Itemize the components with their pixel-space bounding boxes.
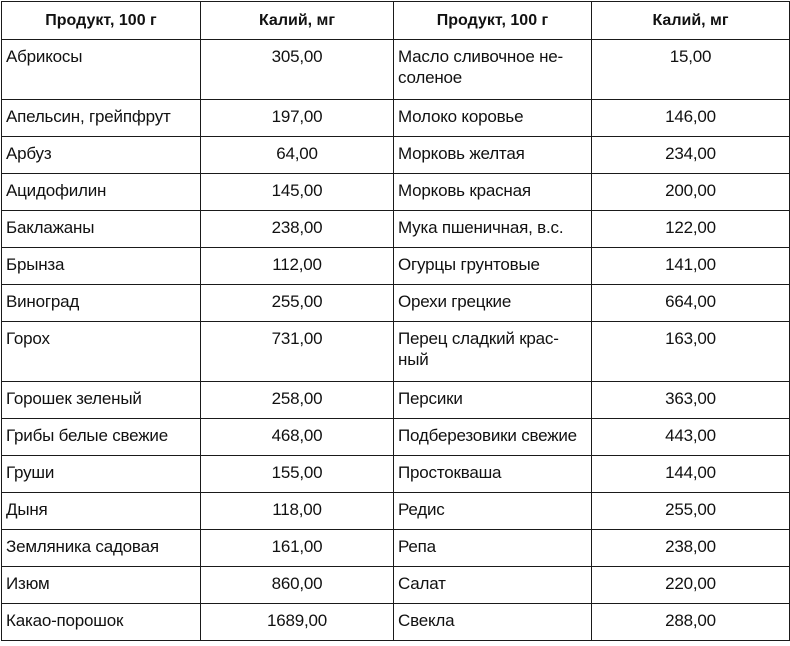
product-name-left-cell (2, 456, 201, 493)
product-name-left: Арбуз (6, 144, 52, 163)
product-name-right: Орехи грецкие (398, 292, 512, 311)
potassium-value-right-cell (592, 322, 790, 382)
table-row (2, 567, 790, 604)
potassium-value-right: 15,00 (669, 47, 712, 66)
table-row (2, 382, 790, 419)
table-row (2, 174, 790, 211)
potassium-value-right: 288,00 (665, 611, 716, 630)
product-name-left-cell (2, 40, 201, 100)
product-name-left: Грибы белые свежие (6, 426, 168, 445)
table-row (2, 456, 790, 493)
product-name-left-cell (2, 100, 201, 137)
potassium-value-right: 238,00 (665, 537, 716, 556)
potassium-value-left: 255,00 (271, 292, 323, 311)
product-name-right-cell (394, 285, 592, 322)
potassium-value-right-cell (592, 604, 790, 641)
table-body (2, 40, 790, 641)
product-name-left: Какао-порошок (6, 611, 124, 630)
product-name-right-cell (394, 604, 592, 641)
header-product-right: Продукт, 100 г (394, 2, 592, 40)
product-name-right: Персики (398, 389, 463, 408)
table-row (2, 211, 790, 248)
product-name-right-cell (394, 137, 592, 174)
table-row (2, 530, 790, 567)
table-row (2, 493, 790, 530)
table-row (2, 137, 790, 174)
potassium-value-left-cell (201, 530, 394, 567)
product-name-left: Баклажаны (6, 218, 95, 237)
potassium-value-right-cell (592, 100, 790, 137)
table-row (2, 40, 790, 100)
product-name-left-cell (2, 567, 201, 604)
potassium-value-left: 64,00 (276, 144, 318, 163)
potassium-value-left: 197,00 (271, 107, 323, 126)
potassium-value-right-cell (592, 248, 790, 285)
product-name-left: Ацидофилин (6, 181, 107, 200)
table-row (2, 419, 790, 456)
product-name-left: Виноград (6, 292, 80, 311)
potassium-value-right: 144,00 (665, 463, 716, 482)
potassium-value-left: 258,00 (271, 389, 323, 408)
potassium-value-left: 860,00 (271, 574, 323, 593)
product-name-right-cell (394, 419, 592, 456)
product-name-left-cell (2, 493, 201, 530)
potassium-value-right: 146,00 (665, 107, 716, 126)
product-name-left: Абрикосы (6, 47, 83, 66)
product-name-left: Горошек зеленый (6, 389, 142, 408)
potassium-value-left: 161,00 (271, 537, 323, 556)
potassium-value-right-cell (592, 419, 790, 456)
potassium-value-left: 145,00 (271, 181, 323, 200)
product-name-right: Редис (398, 500, 445, 519)
product-name-right: Огурцы грунтовые (398, 255, 540, 274)
potassium-value-right-cell (592, 211, 790, 248)
product-name-right: Масло сливочное не- соленое (398, 47, 564, 87)
potassium-value-left: 112,00 (272, 255, 322, 274)
potassium-value-left-cell (201, 211, 394, 248)
potassium-value-left-cell (201, 100, 394, 137)
product-name-right: Салат (398, 574, 446, 593)
potassium-value-right: 234,00 (665, 144, 716, 163)
potassium-value-left-cell (201, 248, 394, 285)
potassium-value-right-cell (592, 456, 790, 493)
potassium-value-right: 141,00 (665, 255, 716, 274)
potassium-value-left-cell (201, 322, 394, 382)
header-potassium-right: Калий, мг (592, 2, 790, 40)
product-name-left-cell (2, 322, 201, 382)
product-name-right: Морковь желтая (398, 144, 525, 163)
header-product-left: Продукт, 100 г (2, 2, 201, 40)
potassium-value-right: 220,00 (665, 574, 716, 593)
product-name-right: Мука пшеничная, в.с. (398, 218, 564, 237)
potassium-value-left-cell (201, 285, 394, 322)
potassium-value-right-cell (592, 285, 790, 322)
table-row (2, 604, 790, 641)
potassium-value-right: 443,00 (665, 426, 716, 445)
potassium-value-left-cell (201, 567, 394, 604)
product-name-right-cell (394, 211, 592, 248)
potassium-value-left: 1689,00 (266, 611, 328, 630)
table-row (2, 100, 790, 137)
product-name-left: Горох (6, 329, 50, 348)
product-name-right-cell (394, 567, 592, 604)
table-row (2, 322, 790, 382)
header-potassium-left: Калий, мг (201, 2, 394, 40)
product-name-left: Дыня (6, 500, 48, 519)
product-name-left-cell (2, 604, 201, 641)
potassium-value-right-cell (592, 137, 790, 174)
product-name-left: Апельсин, грейпфрут (6, 107, 171, 126)
potassium-value-left-cell (201, 382, 394, 419)
potassium-value-left-cell (201, 419, 394, 456)
product-name-left-cell (2, 211, 201, 248)
potassium-value-left-cell (201, 604, 394, 641)
potassium-value-left: 155,00 (271, 463, 323, 482)
product-name-right-cell (394, 493, 592, 530)
product-name-left-cell (2, 382, 201, 419)
product-name-right-cell (394, 322, 592, 382)
product-name-left-cell (2, 248, 201, 285)
potassium-value-left: 238,00 (271, 218, 323, 237)
product-name-right-cell (394, 530, 592, 567)
product-name-right-cell (394, 456, 592, 493)
potassium-value-right: 255,00 (665, 500, 716, 519)
product-name-right-cell (394, 382, 592, 419)
product-name-right: Простокваша (398, 463, 502, 482)
product-name-left: Брынза (6, 255, 65, 274)
product-name-left-cell (2, 137, 201, 174)
potassium-value-left-cell (201, 137, 394, 174)
potassium-value-right-cell (592, 493, 790, 530)
potassium-value-left: 305,00 (271, 47, 323, 66)
table-header-row (2, 2, 790, 40)
product-name-right-cell (394, 40, 592, 100)
product-name-right-cell (394, 174, 592, 211)
potassium-value-left: 118,00 (272, 500, 322, 519)
potassium-value-right-cell (592, 40, 790, 100)
product-name-right: Подберезовики свежие (398, 426, 577, 445)
potassium-value-left-cell (201, 40, 394, 100)
potassium-table (1, 1, 790, 641)
product-name-right: Репа (398, 537, 436, 556)
potassium-value-right: 363,00 (665, 389, 716, 408)
product-name-left: Изюм (6, 574, 50, 593)
table-row (2, 248, 790, 285)
product-name-left-cell (2, 419, 201, 456)
table-row (2, 285, 790, 322)
product-name-right: Морковь красная (398, 181, 531, 200)
potassium-value-right: 122,00 (665, 218, 716, 237)
potassium-value-right: 163,00 (665, 329, 716, 348)
potassium-value-right-cell (592, 530, 790, 567)
product-name-left: Груши (6, 463, 55, 482)
potassium-value-right: 200,00 (665, 181, 716, 200)
product-name-right: Свекла (398, 611, 455, 630)
potassium-value-left-cell (201, 174, 394, 211)
potassium-value-left: 731,00 (271, 329, 323, 348)
potassium-value-left-cell (201, 493, 394, 530)
product-name-right: Молоко коровье (398, 107, 524, 126)
potassium-value-right: 664,00 (665, 292, 716, 311)
potassium-value-left-cell (201, 456, 394, 493)
product-name-left: Земляника садовая (6, 537, 159, 556)
potassium-value-right-cell (592, 567, 790, 604)
product-name-left-cell (2, 530, 201, 567)
potassium-value-right-cell (592, 174, 790, 211)
product-name-left-cell (2, 285, 201, 322)
product-name-right: Перец сладкий крас- ный (398, 329, 559, 369)
potassium-value-left: 468,00 (271, 426, 323, 445)
product-name-right-cell (394, 248, 592, 285)
potassium-value-right-cell (592, 382, 790, 419)
product-name-left-cell (2, 174, 201, 211)
product-name-right-cell (394, 100, 592, 137)
